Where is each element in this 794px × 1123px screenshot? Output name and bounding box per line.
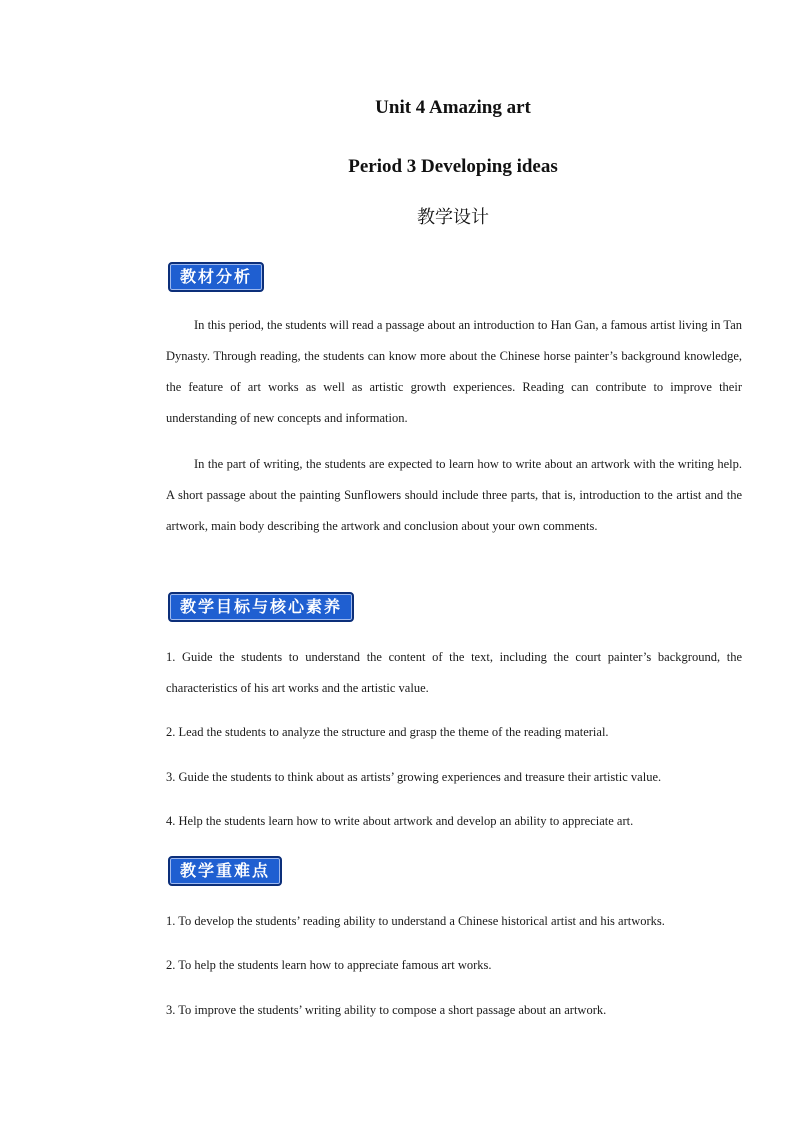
objectives-heading-badge: 教学目标与核心素养 [168,592,354,622]
objective-item-1: 1. Guide the students to understand the content of the text, including the court painter’s background, the characteristics of his art works and the artistic value. [166,650,742,695]
key-points-heading-badge: 教学重难点 [168,856,282,886]
analysis-paragraph-2: In the part of writing, the students are expected to learn how to write about an artwork with the writing help. A short passage about the painting Sunflowers should include three parts, that is, introduction to the artist and the artwork, main body describing the artwork and conclusion about your own comments. [166,457,742,533]
objective-item-4: 4. Help the students learn how to write about artwork and develop an ability to appreciate art. [166,814,634,828]
analysis-heading-badge: 教材分析 [168,262,264,292]
period-title: Period 3 Developing ideas [348,156,558,177]
objective-item-2: 2. Lead the students to analyze the structure and grasp the theme of the reading material. [166,725,609,739]
key-point-item-2: 2. To help the students learn how to appreciate famous art works. [166,958,492,972]
analysis-paragraph-1: In this period, the students will read a passage about an introduction to Han Gan, a famous artist living in Tan Dynasty. Through reading, the students can know more about the Chinese horse painter’s background knowledge, the feature of art works as well as artistic growth experiences. Reading can contribute to improve their understanding of new concepts and information. [166,318,742,425]
objective-item-3: 3. Guide the students to think about as artists’ growing experiences and treasure their artistic value. [166,770,662,784]
key-point-item-3: 3. To improve the students’ writing ability to compose a short passage about an artwork. [166,1003,607,1017]
design-label: 教学设计 [417,207,489,228]
key-point-item-1: 1. To develop the students’ reading ability to understand a Chinese historical artist and his artworks. [166,914,665,928]
unit-title: Unit 4 Amazing art [375,97,531,118]
